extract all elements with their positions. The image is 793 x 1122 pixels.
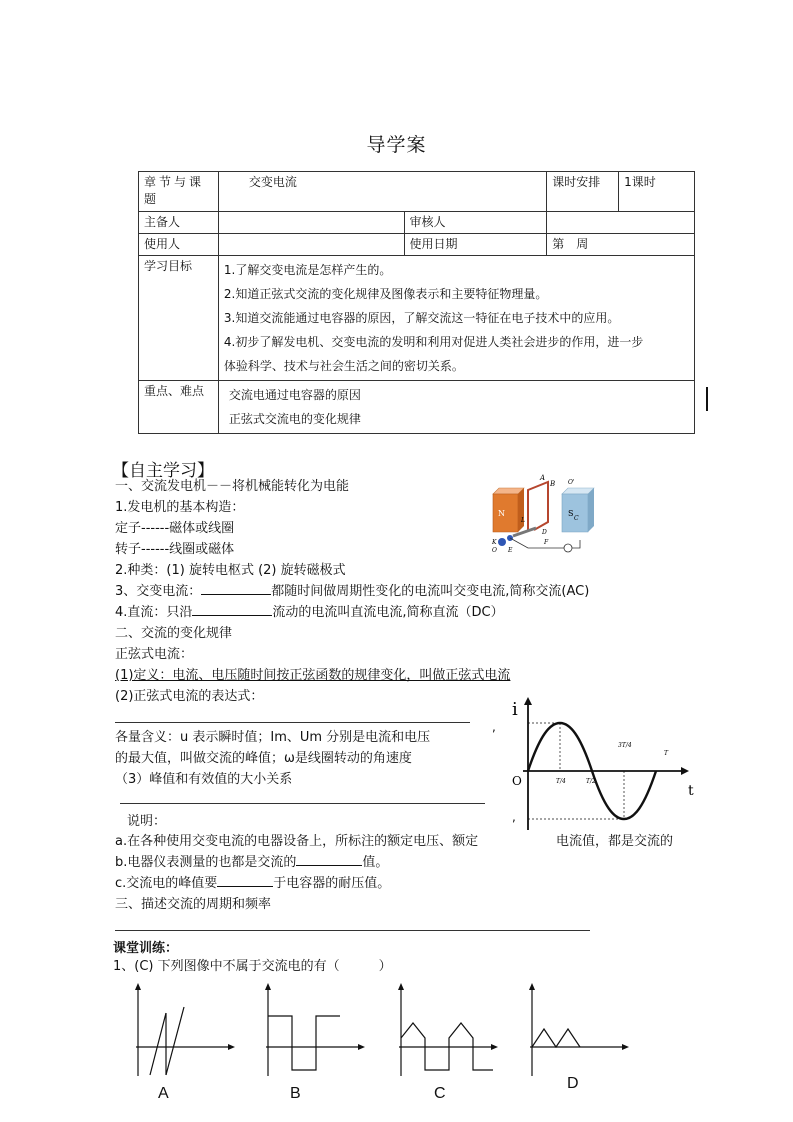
goal-item: 3.知道交流能通过电容器的原因，了解交流这一特征在电子技术中的应用。 (223, 311, 620, 325)
info-table (138, 171, 695, 434)
label-f: F (544, 539, 549, 546)
sine-current-graph (488, 695, 708, 835)
note-c-suffix: 于电容器的耐压值。 (273, 876, 391, 891)
note-c-blank (217, 874, 273, 887)
goal-item: 1.了解交变电流是怎样产生的。 (223, 263, 392, 277)
label-k: K (492, 539, 497, 546)
stray-comma-mark: , (512, 810, 516, 824)
option-b-graph (260, 983, 370, 1078)
sine-expression-label: (2)正弦式电流的表达式： (115, 689, 264, 704)
label-c: C (574, 515, 579, 522)
magnet-s-side (588, 488, 594, 532)
coil-loop (528, 482, 548, 532)
note-b-suffix: 值。 (362, 855, 389, 870)
user-label: 使用人 (139, 234, 219, 256)
stator-line: 定子------磁体或线圈 (115, 521, 235, 536)
date-label: 使用日期 (404, 234, 547, 256)
section-2-title: 二、交流的变化规律 (115, 626, 233, 641)
user-value (218, 234, 404, 256)
types-line: 2.种类：(1) 旋转电枢式 (2) 旋转磁极式 (115, 563, 346, 578)
reviewer-value (547, 212, 695, 234)
ac-suffix: 都随时间做周期性变化的电流叫交变电流,简称交流(AC) (271, 584, 590, 599)
meaning-line-1: 各量含义：u 表示瞬时值；Im、Um 分别是电流和电压 (115, 730, 431, 745)
label-e: E (508, 547, 513, 554)
dc-line (115, 603, 504, 623)
ac-prefix: 3、交变电流： (115, 584, 202, 599)
section-3-title: 三、描述交流的周期和频率 (115, 897, 272, 912)
chapter-value: 交变电流 (218, 172, 546, 212)
self-study-heading: 【自主学习】 (112, 461, 214, 481)
keypoint-item: 正弦式交流电的变化规律 (228, 412, 361, 426)
x-label: t (688, 783, 694, 799)
goal-item: 4.初步了解发电机、交变电流的发明和利用对促进人类社会进步的作用，进一步 (223, 335, 644, 349)
label-d: D (542, 529, 547, 536)
schedule-value: 1课时 (619, 172, 695, 212)
label-a: A (540, 474, 546, 482)
chapter-label: 章节与课题 (139, 172, 219, 212)
y-arrow (524, 697, 532, 705)
note-label: 说明： (127, 814, 167, 829)
dc-suffix: 流动的电流叫直流电流,简称直流（DC） (272, 605, 504, 620)
note-a-suffix: 电流值，都是交流的 (556, 834, 674, 849)
section-1-title: 一、交流发电机－－将机械能转化为电能 (115, 479, 350, 494)
tick-3t4: 3T/4 (618, 742, 632, 749)
label-o-prime: O' (568, 479, 575, 486)
question-1: 1、(C) 下列图像中不属于交流电的有（ ） (113, 959, 392, 974)
week-value: 第 周 (547, 234, 695, 256)
ac-line (115, 582, 589, 602)
label-b: B (550, 480, 556, 488)
preparer-label: 主备人 (139, 212, 219, 234)
sine-current-label: 正弦式电流： (115, 647, 194, 662)
note-c-prefix: c.交流电的峰值要 (115, 876, 218, 891)
label-n: N (498, 509, 505, 518)
sine-definition: (1)定义：电流、电压随时间按正弦函数的规律变化，叫做正弦式电流 (115, 668, 511, 683)
option-a-label: A (158, 1085, 169, 1102)
tick-t4: T/4 (556, 778, 566, 785)
dc-blank (192, 603, 272, 616)
period-answer-line (115, 930, 590, 931)
section-1-1: 1.发电机的基本构造： (115, 500, 245, 515)
dc-prefix: 4.直流：只沿 (115, 605, 193, 620)
option-c-graph (393, 983, 503, 1078)
keypoints-cell (218, 381, 694, 434)
brush-k (498, 538, 506, 546)
note-b-blank (296, 853, 362, 866)
magnet-n-face (493, 494, 518, 532)
note-a-prefix: a.在各种使用交变电流的电器设备上，所标注的额定电压、额定 (115, 834, 479, 849)
label-s: S (568, 509, 574, 518)
magnet-s-face (562, 494, 588, 532)
keypoint-item: 交流电通过电容器的原因 (228, 388, 361, 402)
tick-t: T (664, 750, 669, 757)
practice-heading: 课堂训练： (113, 941, 179, 956)
ac-blank (201, 582, 271, 595)
schedule-label: 课时安排 (547, 172, 619, 212)
text-cursor-mark (706, 387, 708, 411)
goals-cell (218, 256, 694, 381)
tick-t2: T/2 (586, 778, 596, 785)
keypoints-label: 重点、难点 (139, 381, 219, 434)
expression-answer-line (115, 722, 470, 723)
magnet-n-side (518, 488, 524, 532)
note-b-prefix: b.电器仪表测量的也都是交流的 (115, 855, 297, 870)
peak-rms-relation: （3）峰值和有效值的大小关系 (115, 772, 293, 787)
meaning-line-2: 的最大值，叫做交流的峰值；ω是线圈转动的角速度 (115, 751, 412, 766)
ammeter-icon (564, 544, 572, 552)
rotor-line: 转子------线圈或磁体 (115, 542, 235, 557)
x-arrow (681, 767, 689, 775)
option-d-graph (524, 983, 634, 1078)
peak-answer-line (120, 803, 485, 804)
goals-label: 学习目标 (139, 256, 219, 381)
option-b-label: B (290, 1085, 301, 1102)
origin-label: O (512, 774, 522, 788)
note-b (115, 853, 388, 873)
note-c (115, 874, 390, 894)
option-c-label: C (434, 1085, 446, 1102)
label-o: O (492, 547, 497, 554)
goal-item: 2.知道正弦式交流的变化规律及图像表示和主要特征物理量。 (223, 287, 548, 301)
generator-diagram (488, 472, 600, 554)
document-title: 导学案 (366, 134, 427, 156)
preparer-value (218, 212, 404, 234)
option-a-graph (130, 983, 240, 1078)
label-l: L (521, 517, 525, 524)
goal-item: 体验科学、技术与社会生活之间的密切关系。 (223, 359, 464, 373)
option-d-label: D (567, 1075, 579, 1092)
y-label: i (512, 699, 518, 720)
stray-comma-mark: , (492, 720, 496, 734)
reviewer-label: 审核人 (404, 212, 547, 234)
